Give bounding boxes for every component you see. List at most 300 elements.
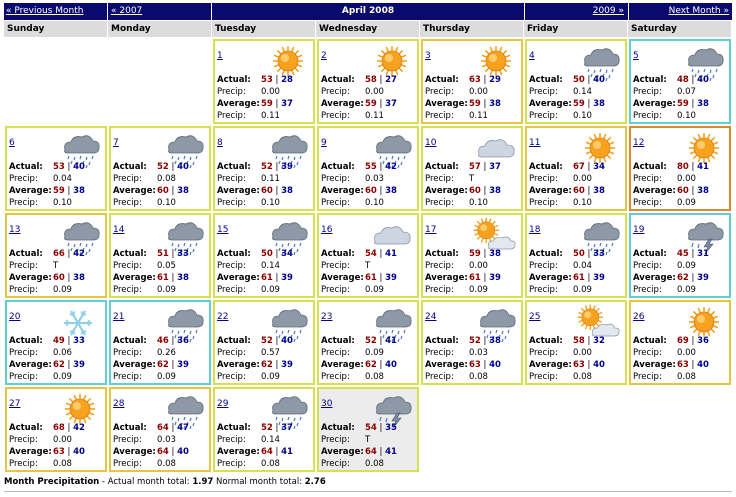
avg-precip-row — [425, 371, 521, 383]
average-high: 63 — [469, 360, 481, 370]
actual-row — [217, 335, 313, 347]
day-number-link[interactable]: 21 — [113, 312, 125, 322]
day-number-link[interactable]: 9 — [321, 138, 327, 148]
actual-high: 57 — [469, 162, 481, 172]
precip-row — [113, 260, 209, 272]
separator: | — [688, 273, 698, 283]
average-high: 61 — [573, 273, 585, 283]
summary-normal-text: Normal month total: — [213, 477, 305, 487]
actual-high: 68 — [53, 423, 65, 433]
day-cell-7 — [109, 126, 211, 211]
actual-label: Actual: — [9, 162, 43, 172]
day-cell-22 — [213, 300, 315, 385]
average-high: 61 — [157, 273, 169, 283]
day-number-link[interactable]: 12 — [633, 138, 645, 148]
average-precip: 0.09 — [677, 198, 696, 208]
average-high: 62 — [365, 360, 377, 370]
actual-high: 69 — [677, 336, 689, 346]
day-number-link[interactable]: 28 — [113, 399, 125, 409]
average-low: 39 — [385, 273, 397, 283]
avg-precip-row — [113, 458, 209, 470]
day-cell-23 — [317, 300, 419, 385]
average-high: 59 — [261, 99, 273, 109]
separator: | — [480, 99, 490, 109]
precip-label: Precip: — [529, 285, 558, 295]
average-high: 60 — [53, 273, 65, 283]
day-number-link[interactable]: 27 — [9, 399, 21, 409]
average-precip: 0.09 — [469, 285, 488, 295]
separator: | — [376, 249, 386, 259]
precip-row — [217, 434, 313, 446]
weekday-header-3: Wednesday — [316, 21, 420, 37]
average-high: 62 — [157, 360, 169, 370]
month-precipitation-summary — [4, 475, 732, 489]
precip-label: Precip: — [113, 435, 142, 445]
average-high: 60 — [469, 186, 481, 196]
actual-high: 52 — [157, 162, 169, 172]
precip-label: Precip: — [529, 111, 558, 121]
precip-row — [529, 173, 625, 185]
actual-high: 58 — [573, 336, 585, 346]
precip-label: Precip: — [425, 198, 454, 208]
day-number-link[interactable]: 30 — [321, 399, 333, 409]
avg-precip-row — [9, 371, 105, 383]
actual-row — [321, 335, 417, 347]
precip-label: Precip: — [217, 174, 246, 184]
actual-high: 52 — [469, 336, 481, 346]
separator: | — [272, 249, 282, 259]
average-label: Average: — [217, 360, 260, 370]
separator: | — [272, 99, 282, 109]
day-number-link[interactable]: 13 — [9, 225, 21, 235]
average-label: Average: — [321, 99, 364, 109]
day-number-link[interactable]: 11 — [529, 138, 541, 148]
separator: | — [584, 186, 594, 196]
actual-precip: 0.00 — [469, 261, 488, 271]
actual-row — [9, 161, 105, 173]
day-stats — [321, 248, 417, 296]
avg-precip-row — [633, 197, 729, 209]
average-precip: 0.08 — [365, 372, 384, 382]
average-high: 60 — [573, 186, 585, 196]
actual-label: Actual: — [633, 75, 667, 85]
actual-precip: 0.14 — [261, 261, 280, 271]
day-cell-27 — [5, 387, 107, 472]
average-low: 40 — [489, 360, 501, 370]
actual-label: Actual: — [113, 249, 147, 259]
actual-low: 34 — [593, 162, 605, 172]
separator: | — [376, 273, 386, 283]
actual-low: 40 — [697, 75, 709, 85]
average-high: 60 — [261, 186, 273, 196]
actual-low: 40 — [281, 336, 293, 346]
average-high: 59 — [469, 99, 481, 109]
precip-label: Precip: — [113, 261, 142, 271]
avg-precip-row — [217, 458, 313, 470]
day-number-link[interactable]: 19 — [633, 225, 645, 235]
average-precip: 0.09 — [157, 285, 176, 295]
precip-row — [217, 347, 313, 359]
average-precip: 0.11 — [469, 111, 488, 121]
precip-label: Precip: — [9, 174, 38, 184]
average-label: Average: — [321, 273, 364, 283]
average-label: Average: — [425, 360, 468, 370]
avg-precip-row — [9, 197, 105, 209]
average-label: Average: — [633, 273, 676, 283]
actual-label: Actual: — [9, 336, 43, 346]
actual-row — [113, 422, 209, 434]
precip-label: Precip: — [9, 198, 38, 208]
avg-precip-row — [633, 110, 729, 122]
average-label: Average: — [113, 273, 156, 283]
actual-label: Actual: — [425, 249, 459, 259]
actual-precip: 0.03 — [157, 435, 176, 445]
precip-row — [321, 347, 417, 359]
precip-label: Precip: — [217, 348, 246, 358]
average-label: Average: — [9, 360, 52, 370]
average-precip: 0.10 — [365, 198, 384, 208]
actual-high: 52 — [261, 423, 273, 433]
average-precip: 0.08 — [469, 372, 488, 382]
day-stats — [529, 335, 625, 383]
prev-year-cell — [108, 3, 212, 20]
precip-label: Precip: — [217, 87, 246, 97]
day-number-link[interactable]: 5 — [633, 51, 639, 61]
actual-row — [425, 335, 521, 347]
actual-high: 63 — [469, 75, 481, 85]
actual-label: Actual: — [217, 249, 251, 259]
precip-row — [113, 347, 209, 359]
average-precip: 0.08 — [677, 372, 696, 382]
separator: | — [272, 162, 282, 172]
actual-row — [321, 248, 417, 260]
avg-precip-row — [425, 197, 521, 209]
average-precip: 0.09 — [677, 285, 696, 295]
separator: | — [688, 249, 698, 259]
actual-low: 34 — [281, 249, 293, 259]
average-high: 60 — [365, 186, 377, 196]
day-cell-29 — [213, 387, 315, 472]
average-low: 40 — [385, 360, 397, 370]
average-row — [217, 446, 313, 458]
weekday-header-2: Tuesday — [212, 21, 316, 37]
day-number-link[interactable]: 20 — [9, 312, 21, 322]
next-year-link[interactable]: 2009 » — [592, 6, 624, 16]
actual-low: 42 — [73, 249, 85, 259]
actual-low: 27 — [385, 75, 397, 85]
precip-row — [633, 86, 729, 98]
actual-low: 33 — [177, 249, 189, 259]
actual-precip: 0.00 — [677, 174, 696, 184]
actual-precip: 0.07 — [677, 87, 696, 97]
month-title: April 2008 — [212, 3, 525, 20]
precip-row — [321, 434, 417, 446]
prev-month-cell — [4, 3, 108, 20]
day-number-link[interactable]: 6 — [9, 138, 15, 148]
day-cell-26 — [629, 300, 731, 385]
precip-label: Precip: — [217, 372, 246, 382]
actual-row — [529, 161, 625, 173]
actual-row — [633, 161, 729, 173]
precip-label: Precip: — [425, 111, 454, 121]
actual-precip: 0.05 — [157, 261, 176, 271]
precip-row — [425, 347, 521, 359]
average-label: Average: — [217, 186, 260, 196]
separator: | — [64, 249, 74, 259]
avg-precip-row — [321, 371, 417, 383]
actual-label: Actual: — [113, 423, 147, 433]
precip-label: Precip: — [9, 285, 38, 295]
day-stats — [529, 74, 625, 122]
day-number-link[interactable]: 14 — [113, 225, 125, 235]
actual-low: 42 — [385, 162, 397, 172]
separator: | — [376, 423, 386, 433]
average-precip: 0.10 — [157, 198, 176, 208]
actual-label: Actual: — [113, 162, 147, 172]
average-low: 38 — [177, 186, 189, 196]
separator: | — [168, 162, 178, 172]
average-row — [9, 446, 105, 458]
precip-label: Precip: — [633, 372, 662, 382]
precip-row — [529, 86, 625, 98]
actual-label: Actual: — [9, 423, 43, 433]
avg-precip-row — [321, 284, 417, 296]
separator: | — [480, 336, 490, 346]
average-low: 38 — [73, 186, 85, 196]
actual-high: 59 — [469, 249, 481, 259]
day-stats — [425, 74, 521, 122]
day-number-link[interactable]: 1 — [217, 51, 223, 61]
day-cell-21 — [109, 300, 211, 385]
actual-label: Actual: — [321, 162, 355, 172]
average-precip: 0.08 — [53, 459, 72, 469]
day-cell-15 — [213, 213, 315, 298]
average-label: Average: — [425, 186, 468, 196]
separator: | — [272, 273, 282, 283]
separator: | — [480, 249, 490, 259]
actual-row — [425, 248, 521, 260]
actual-precip: 0.14 — [573, 87, 592, 97]
average-label: Average: — [9, 273, 52, 283]
day-number-link[interactable]: 23 — [321, 312, 333, 322]
day-stats — [217, 248, 313, 296]
day-number-link[interactable]: 29 — [217, 399, 229, 409]
actual-precip: T — [469, 174, 475, 184]
day-number-link[interactable]: 17 — [425, 225, 437, 235]
separator: | — [584, 99, 594, 109]
actual-precip: 0.00 — [677, 348, 696, 358]
average-high: 63 — [573, 360, 585, 370]
average-precip: 0.09 — [53, 285, 72, 295]
day-number-link[interactable]: 15 — [217, 225, 229, 235]
average-precip: 0.09 — [53, 372, 72, 382]
average-row — [529, 272, 625, 284]
separator: | — [480, 273, 490, 283]
day-stats — [529, 248, 625, 296]
precip-label: Precip: — [321, 111, 350, 121]
precip-label: Precip: — [113, 459, 142, 469]
average-low: 38 — [73, 273, 85, 283]
separator: | — [272, 423, 282, 433]
actual-precip: 0.00 — [573, 174, 592, 184]
average-label: Average: — [529, 186, 572, 196]
average-low: 38 — [177, 273, 189, 283]
day-number-link[interactable]: 24 — [425, 312, 437, 322]
average-label: Average: — [529, 99, 572, 109]
actual-low: 36 — [177, 336, 189, 346]
day-number-link[interactable]: 2 — [321, 51, 327, 61]
day-stats — [217, 161, 313, 209]
separator: | — [584, 162, 594, 172]
precip-label: Precip: — [529, 372, 558, 382]
separator: | — [688, 75, 698, 85]
average-low: 41 — [385, 447, 397, 457]
precip-label: Precip: — [321, 87, 350, 97]
actual-low: 41 — [385, 336, 397, 346]
day-cell-8 — [213, 126, 315, 211]
average-high: 63 — [677, 360, 689, 370]
day-number-link[interactable]: 8 — [217, 138, 223, 148]
actual-high: 52 — [261, 162, 273, 172]
precip-label: Precip: — [217, 459, 246, 469]
actual-high: 55 — [365, 162, 377, 172]
day-number-link[interactable]: 26 — [633, 312, 645, 322]
actual-precip: 0.14 — [261, 435, 280, 445]
day-stats — [633, 248, 729, 296]
average-label: Average: — [113, 360, 156, 370]
actual-high: 53 — [261, 75, 273, 85]
day-stats — [9, 161, 105, 209]
average-low: 39 — [281, 360, 293, 370]
actual-low: 33 — [593, 249, 605, 259]
separator: | — [376, 360, 386, 370]
precip-label: Precip: — [633, 261, 662, 271]
actual-low: 35 — [385, 423, 397, 433]
day-stats — [321, 422, 417, 470]
actual-row — [9, 335, 105, 347]
actual-label: Actual: — [9, 249, 43, 259]
actual-precip: 0.04 — [573, 261, 592, 271]
avg-precip-row — [529, 371, 625, 383]
day-number-link[interactable]: 16 — [321, 225, 333, 235]
precip-label: Precip: — [217, 111, 246, 121]
avg-precip-row — [529, 110, 625, 122]
separator: | — [168, 186, 178, 196]
precip-label: Precip: — [113, 372, 142, 382]
precip-label: Precip: — [425, 285, 454, 295]
average-precip: 0.08 — [261, 459, 280, 469]
day-number-link[interactable]: 10 — [425, 138, 437, 148]
precip-label: Precip: — [113, 348, 142, 358]
summary-label: Month Precipitation — [4, 477, 100, 487]
actual-label: Actual: — [529, 336, 563, 346]
average-low: 39 — [281, 273, 293, 283]
precip-row — [425, 86, 521, 98]
average-row — [217, 185, 313, 197]
separator: | — [272, 75, 282, 85]
weekday-header-5: Friday — [524, 21, 628, 37]
average-precip: 0.08 — [573, 372, 592, 382]
precip-row — [321, 173, 417, 185]
actual-low: 33 — [73, 336, 85, 346]
average-row — [9, 185, 105, 197]
prev-month-link[interactable]: « Previous Month — [6, 6, 84, 16]
day-cell-12 — [629, 126, 731, 211]
average-precip: 0.10 — [573, 198, 592, 208]
average-precip: 0.09 — [573, 285, 592, 295]
average-label: Average: — [321, 447, 364, 457]
average-row — [321, 98, 417, 110]
day-number-link[interactable]: 4 — [529, 51, 535, 61]
actual-row — [9, 422, 105, 434]
separator: | — [272, 360, 282, 370]
actual-label: Actual: — [321, 249, 355, 259]
average-low: 38 — [281, 186, 293, 196]
average-row — [425, 98, 521, 110]
day-number-link[interactable]: 22 — [217, 312, 229, 322]
separator: | — [64, 273, 74, 283]
actual-row — [529, 248, 625, 260]
actual-low: 38 — [489, 249, 501, 259]
precip-label: Precip: — [633, 174, 662, 184]
precip-row — [9, 434, 105, 446]
average-high: 61 — [365, 273, 377, 283]
actual-row — [633, 248, 729, 260]
actual-high: 46 — [157, 336, 169, 346]
actual-label: Actual: — [633, 162, 667, 172]
separator: | — [376, 336, 386, 346]
precip-row — [425, 173, 521, 185]
average-row — [217, 359, 313, 371]
actual-precip: 0.03 — [469, 348, 488, 358]
average-row — [113, 359, 209, 371]
day-stats — [217, 74, 313, 122]
average-precip: 0.10 — [677, 111, 696, 121]
actual-row — [217, 161, 313, 173]
separator: | — [688, 186, 698, 196]
prev-year-link[interactable]: « 2007 — [111, 6, 143, 16]
day-number-link[interactable]: 7 — [113, 138, 119, 148]
actual-low: 36 — [697, 336, 709, 346]
separator: | — [688, 336, 698, 346]
average-high: 60 — [677, 186, 689, 196]
next-month-link[interactable]: Next Month » — [668, 6, 729, 16]
actual-precip: 0.57 — [261, 348, 280, 358]
average-low: 39 — [697, 273, 709, 283]
average-row — [321, 359, 417, 371]
actual-row — [633, 74, 729, 86]
actual-label: Actual: — [217, 423, 251, 433]
day-cell-10 — [421, 126, 523, 211]
actual-precip: T — [365, 261, 371, 271]
day-cell-11 — [525, 126, 627, 211]
actual-row — [425, 161, 521, 173]
actual-low: 32 — [593, 336, 605, 346]
actual-label: Actual: — [529, 75, 563, 85]
day-number-link[interactable]: 3 — [425, 51, 431, 61]
average-label: Average: — [9, 186, 52, 196]
day-number-link[interactable]: 25 — [529, 312, 541, 322]
average-high: 59 — [365, 99, 377, 109]
avg-precip-row — [217, 371, 313, 383]
average-high: 63 — [53, 447, 65, 457]
day-number-link[interactable]: 18 — [529, 225, 541, 235]
day-stats — [633, 74, 729, 122]
average-row — [425, 185, 521, 197]
precip-label: Precip: — [529, 261, 558, 271]
calendar-grid — [4, 38, 732, 472]
average-precip: 0.09 — [157, 372, 176, 382]
